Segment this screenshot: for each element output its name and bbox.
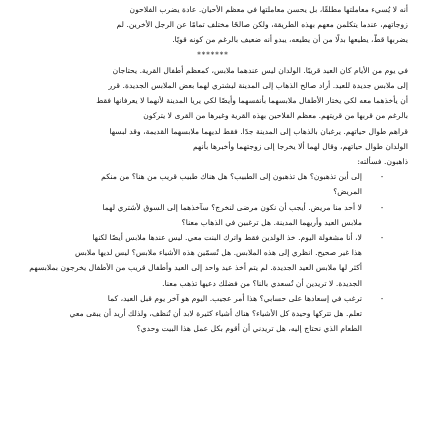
main-line: الولدان طوال حياتهم، وقال لهما ألا يخرجا إلى زوجتهما وأخبرها بأنهم (192, 141, 408, 151)
dash-bullet: - (380, 172, 384, 182)
main-paragraph (18, 63, 408, 169)
dialogue-item (18, 169, 408, 199)
dialogue-line: ترغب في إسعادها على حسابي؟ هذا أمر عجيب. اليوم هو آخر يوم قبل العيد، كما (107, 293, 362, 303)
dialogue-line: أكثر لها ملابس العيد الجديدة. لم يتم أخذ عيد واحد إلى العيد وأطفال قريب من الأطفال يخرجون بملابسهم (29, 263, 362, 273)
dialogue-line: لا أحد منا مريض. أيجب أن نكون مرضى لنخرج؟ سآخذهما إلى السوق لأشتري لهما (102, 202, 362, 212)
dialogue-item (18, 230, 408, 291)
main-line: أن يأخذهما معه لكي يختار الأطفال ملابسهما بأنفسهما وأيضًا لكي يريا المدينة لأنهما لا يعرفانها فقط (96, 96, 408, 106)
main-line: إلى ملابس جديدة للعيد. أراد صالح الذهاب إلى المدينة ليشتري لهما بعض الملابس الجديدة. قرر (108, 81, 408, 91)
dialogue-line: الطعام الذي نحتاج إليه، هل تريدني أن أقوم بكل عمل هذا البيت وحدي؟ (136, 324, 362, 334)
dialogue-list (18, 169, 408, 336)
dialogue-line: تعلم. هل تتركها وحيدة كل الأشياء؟ هناك أشياء كثيرة لابد أن تُنظف، ولذلك أريد أن يبقى معي (69, 309, 362, 319)
intro-line: زوجاتهم، عندما يتكلمن معهم بهذه الطريقة، ولكن صالحًا مختلف تمامًا عن الرجل الأخرين. لم (116, 20, 408, 30)
main-line: في يوم من الأيام كان العيد قريبًا. الولدان ليس عندهما ملابس، كمعظم أطفال القرية. يحتاجان (112, 65, 408, 75)
dialogue-item (18, 200, 408, 230)
dialogue-line: ملابس العيد وأريهما المدينة. هل ترغبين في الذهاب معنا؟ (181, 217, 362, 227)
dash-bullet: - (380, 293, 384, 303)
dialogue-line: إلى أين تذهبون؟ هل تذهبون إلى الطبيب؟ هل هناك طبيب قريب من هنا؟ من منكم (101, 172, 362, 182)
intro-line: يضربها قطّ، يطيعها بدلًا من أن يطيعه، يبدو أنه ضعيف بالرغم من كونه قويًا. (172, 35, 408, 45)
dialogue-line: الجديدة. لا تريدين أن تُسعدي بالنا؟ من فضلك دعيها تذهب معنا. (162, 278, 362, 288)
intro-line: أنه لا يُسيء معاملتها مطلقًا، بل يحسن معاملتها في معظم الأحيان. عادة يضرب الفلاحون (129, 5, 408, 14)
intro-paragraph (18, 2, 408, 48)
main-line: قراهم طوال حياتهم. يرغبان بالذهاب إلى المدينة جدًا. فقط لديهما ملابسهما القديمة، وقد لبسها (109, 126, 408, 136)
dialogue-line: المريض؟ (333, 187, 362, 197)
dialogue-line: هذا غير صحيح. انظري إلى هذه الملابس. هل تُسمّين هذه الأشياء ملابس؟ ليس لديها ملابس (74, 248, 362, 258)
dialogue-item (18, 291, 408, 337)
main-line: بالرغم من قربها من قريتهم. معظم الفلاحين بهذه القرية وغيرها من القرى لا يتركون (143, 111, 408, 121)
dash-bullet: - (380, 233, 384, 243)
section-separator: ******* (197, 50, 229, 59)
dialogue-line: لا، أنا مشغولة اليوم. خذ الولدين فقط واترك البنت معي. ليس عندها ملابس أيضًا لكنها (92, 233, 362, 243)
dash-bullet: - (380, 202, 384, 212)
main-line: ذاهبون. فسألته: (357, 157, 408, 167)
